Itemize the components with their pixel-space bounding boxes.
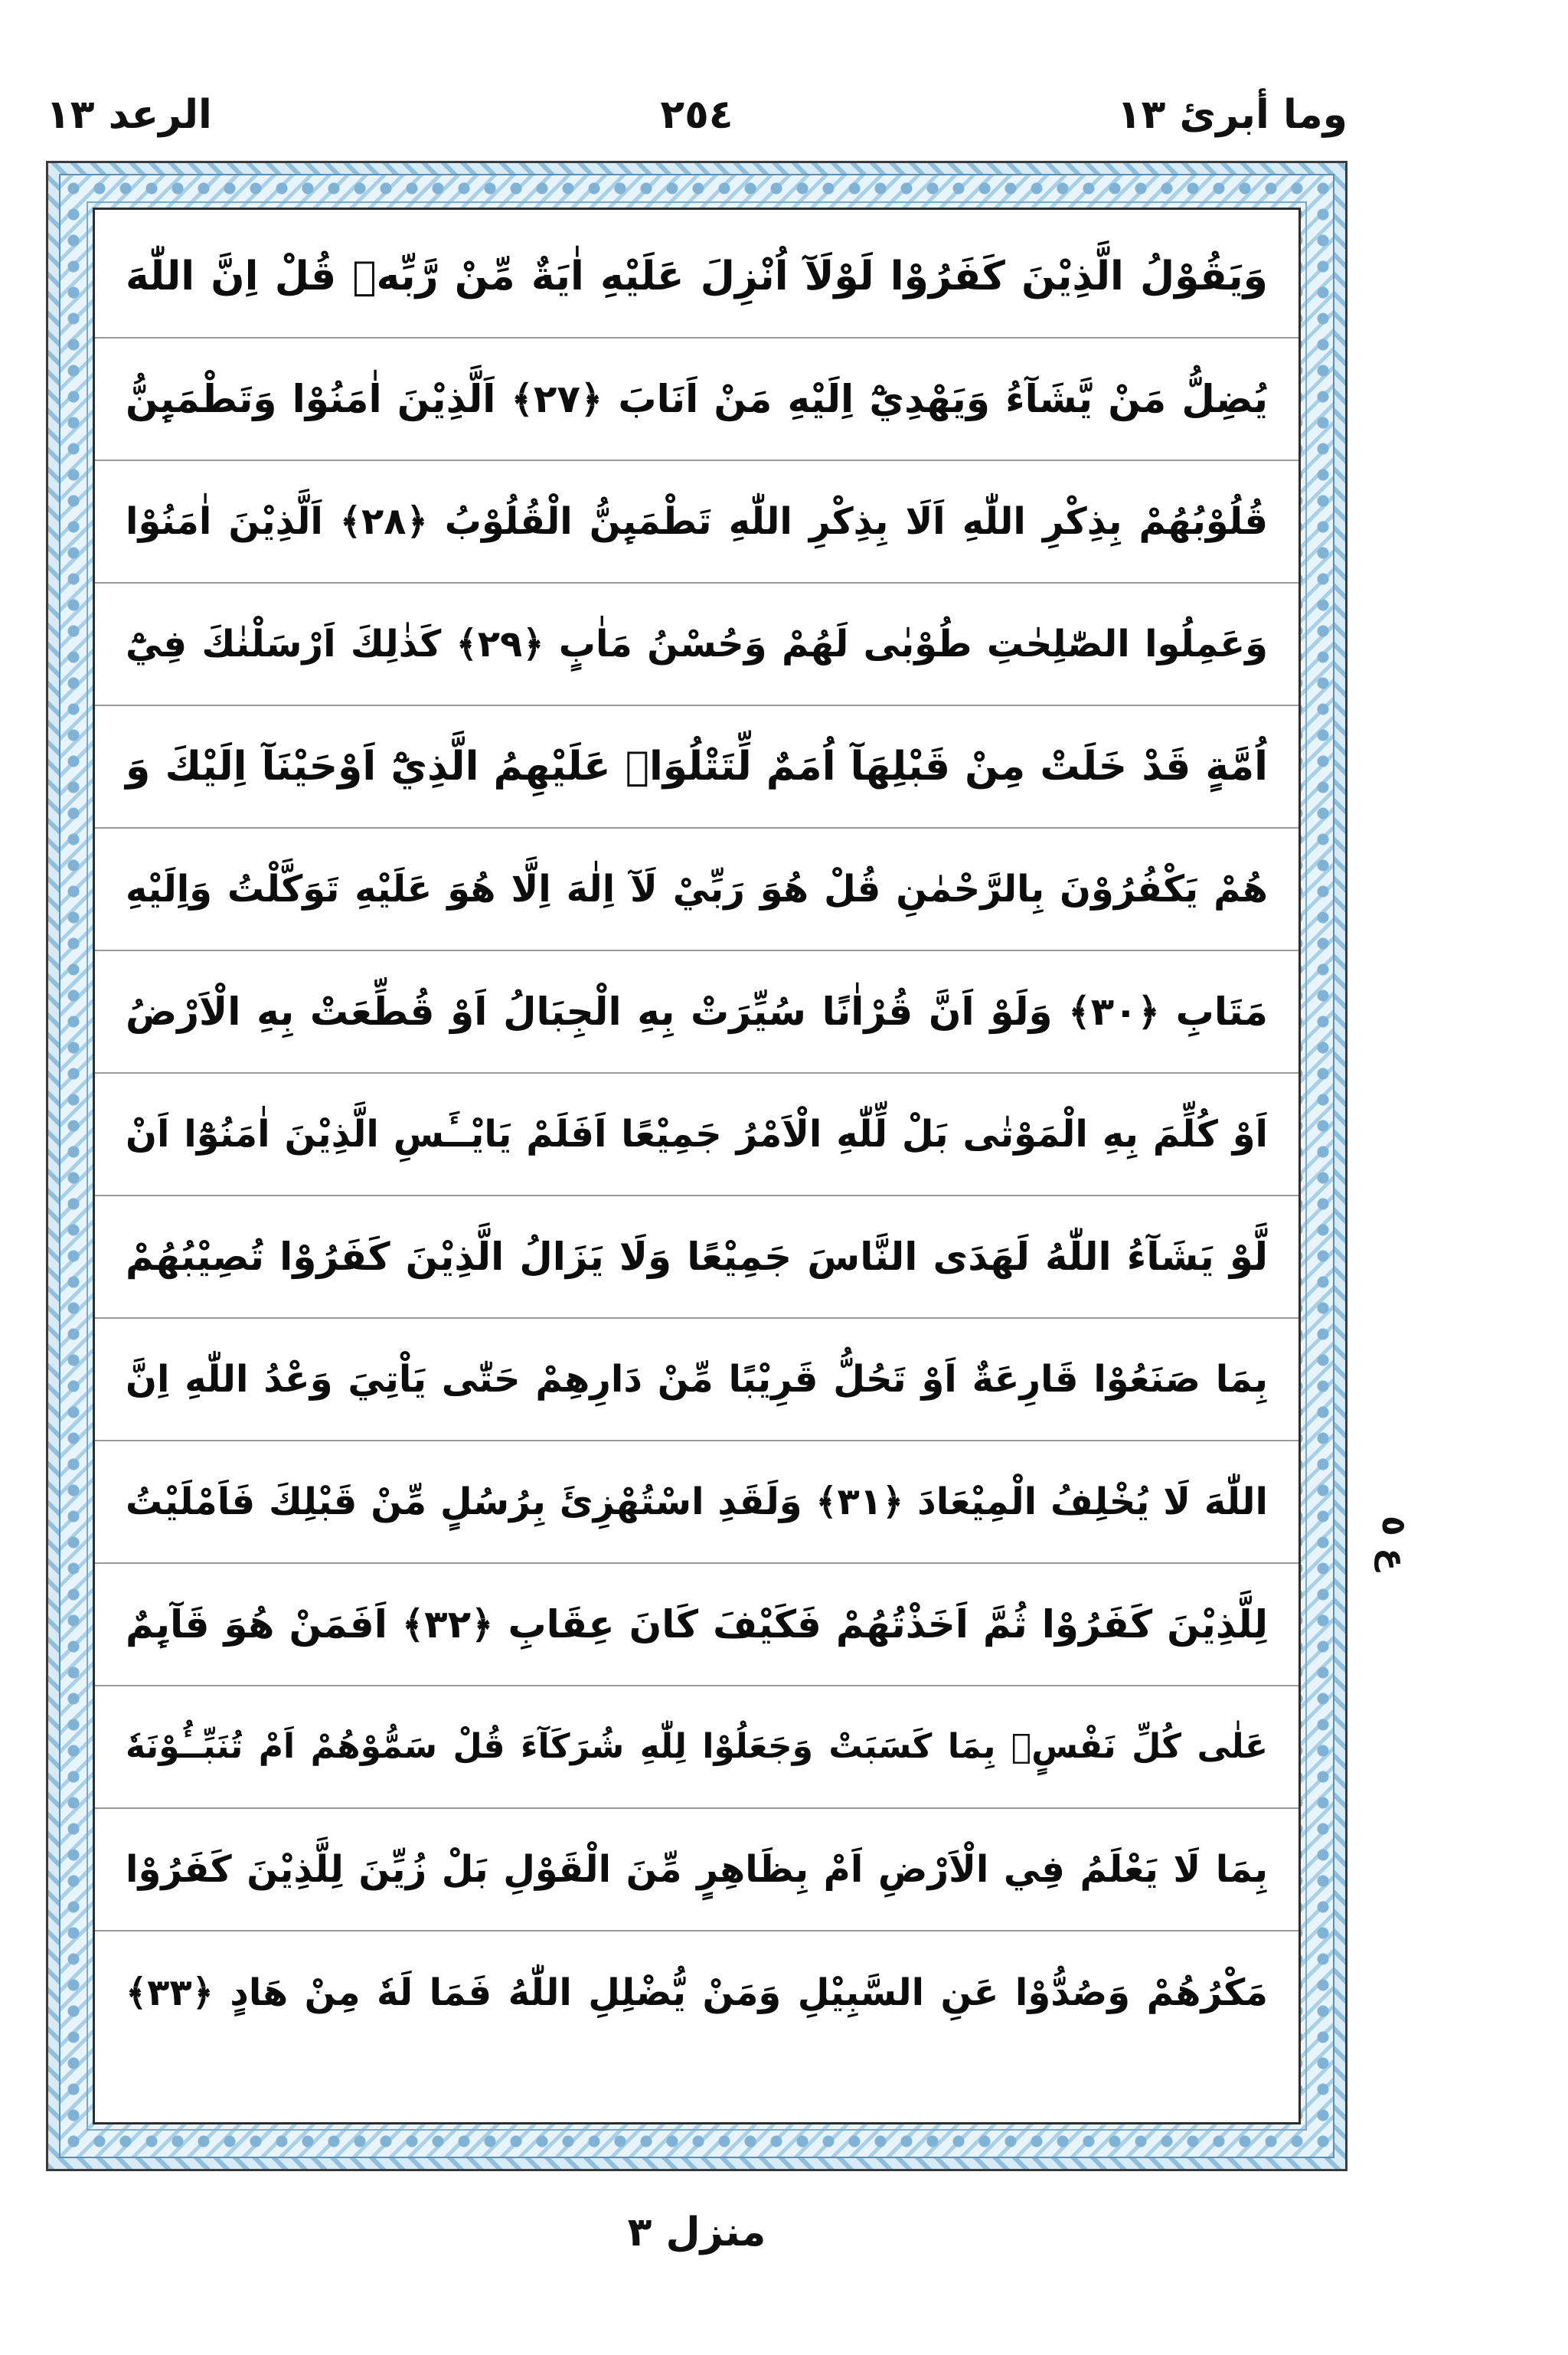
verse-line [95,1931,1298,2054]
verse-line-text: وَعَمِلُوا الصّٰلِحٰتِ طُوْبٰى لَهُمْ وَحُسْنُ مَاٰبٍ ﴿٢٩﴾ كَذٰلِكَ اَرْسَلْنٰكَ فِيْٓ [126,623,1269,666]
manzil-label: منزل ٣ [627,2209,766,2255]
verse-line-text: اللّٰهَ لَا يُخْلِفُ الْمِيْعَادَ ﴿٣١﴾ وَلَقَدِ اسْتُهْزِئَ بِرُسُلٍ مِّنْ قَبْلِكَ فَاَمْلَيْتُ [126,1480,1269,1523]
ornamental-border [46,161,1348,2171]
verse-line [95,951,1298,1074]
verse-line-text: وَيَقُوْلُ الَّذِيْنَ كَفَرُوْا لَوْلَآ اُنْزِلَ عَلَيْهِ اٰيَةٌ مِّنْ رَّبِّهٖ قُلْ اِنَّ اللّٰهَ [126,253,1268,299]
verse-line-text: مَكْرُهُمْ وَصُدُّوْا عَنِ السَّبِيْلِ وَمَنْ يُّضْلِلِ اللّٰهُ فَمَا لَهٗ مِنْ هَادٍ ﴿٣٣﴾ [126,1971,1268,2014]
verse-line [95,1196,1298,1319]
verse-line [95,1564,1298,1686]
verse-line-text: اَوْ كُلِّمَ بِهِ الْمَوْتٰى بَلْ لِّلّٰهِ الْاَمْرُ جَمِيْعًا اَفَلَمْ يَايْــَٔسِ الَّذِيْنَ اٰمَنُوْٓا اَنْ [126,1113,1268,1156]
verse-line [95,1319,1298,1441]
verse-line-text: عَلٰى كُلِّ نَفْسٍۭ بِمَا كَسَبَتْ وَجَعَلُوْا لِلّٰهِ شُرَكَآءَ قُلْ سَمُّوْهُمْ اَمْ تُنَبِّــُٔوْنَهٗ [126,1727,1268,1766]
verse-line-text: يُضِلُّ مَنْ يَّشَآءُ وَيَهْدِيْٓ اِلَيْهِ مَنْ اَنَابَ ﴿٢٧﴾ اَلَّذِيْنَ اٰمَنُوْا وَتَطْمَىِٕنُّ [126,377,1269,421]
verse-line [95,216,1298,339]
verse-line-text: اُمَّةٍ قَدْ خَلَتْ مِنْ قَبْلِهَآ اُمَمٌ لِّتَتْلُوَا۠ عَلَيْهِمُ الَّذِيْٓ اَوْحَيْنَآ اِلَيْكَ وَ [126,744,1268,790]
verse-line [95,339,1298,461]
verse-line-text: لَّوْ يَشَآءُ اللّٰهُ لَهَدَى النَّاسَ جَمِيْعًا وَلَا يَزَالُ الَّذِيْنَ كَفَرُوْا تُصِيْبُهُمْ [126,1235,1268,1279]
verse-line [95,1686,1298,1809]
verse-line [95,829,1298,951]
juz-label: وما أبرئ ١٣ [1116,92,1348,138]
verse-line [95,706,1298,829]
verse-line [95,1441,1298,1564]
verse-line-text: بِمَا لَا يَعْلَمُ فِي الْاَرْضِ اَمْ بِظَاهِرٍ مِّنَ الْقَوْلِ بَلْ زُيِّنَ لِلَّذِيْنَ كَفَرُوْا [126,1848,1268,1891]
verse-line [95,584,1298,706]
verse-line-text: بِمَا صَنَعُوْا قَارِعَةٌ اَوْ تَحُلُّ قَرِيْبًا مِّنْ دَارِهِمْ حَتّٰى يَاْتِيَ وَعْدُ اللّٰهِ اِنَّ [126,1358,1268,1401]
page-header [46,80,1348,149]
ruku-marker: ع ٥ [1374,1515,1413,1572]
verse-line [95,1809,1298,1931]
page-number: ٢٥٤ [660,92,733,138]
text-panel [93,208,1301,2124]
verse-line-text: هُمْ يَكْفُرُوْنَ بِالرَّحْمٰنِ قُلْ هُوَ رَبِّيْ لَآ اِلٰهَ اِلَّا هُوَ عَلَيْهِ تَوَكَّلْتُ وَاِلَيْهِ [126,868,1268,911]
surah-label: الرعد ١٣ [46,92,212,138]
page-footer [46,2198,1348,2267]
ornamental-band [59,174,1334,2158]
verse-line-text: قُلُوْبُهُمْ بِذِكْرِ اللّٰهِ اَلَا بِذِكْرِ اللّٰهِ تَطْمَىِٕنُّ الْقُلُوْبُ ﴿٢٨﴾ اَلَّذِيْنَ اٰمَنُوْا [126,500,1269,543]
verse-line [95,1074,1298,1196]
margin-note [1370,1459,1416,1627]
verse-line-text: لِلَّذِيْنَ كَفَرُوْا ثُمَّ اَخَذْتُهُمْ فَكَيْفَ كَانَ عِقَابِ ﴿٣٢﴾ اَفَمَنْ هُوَ قَآىِٕمٌ [126,1602,1268,1647]
verse-line [95,461,1298,584]
verse-line-text: مَتَابِ ﴿٣٠﴾ وَلَوْ اَنَّ قُرْاٰنًا سُيِّرَتْ بِهِ الْجِبَالُ اَوْ قُطِّعَتْ بِهِ الْاَرْضُ [126,989,1268,1034]
